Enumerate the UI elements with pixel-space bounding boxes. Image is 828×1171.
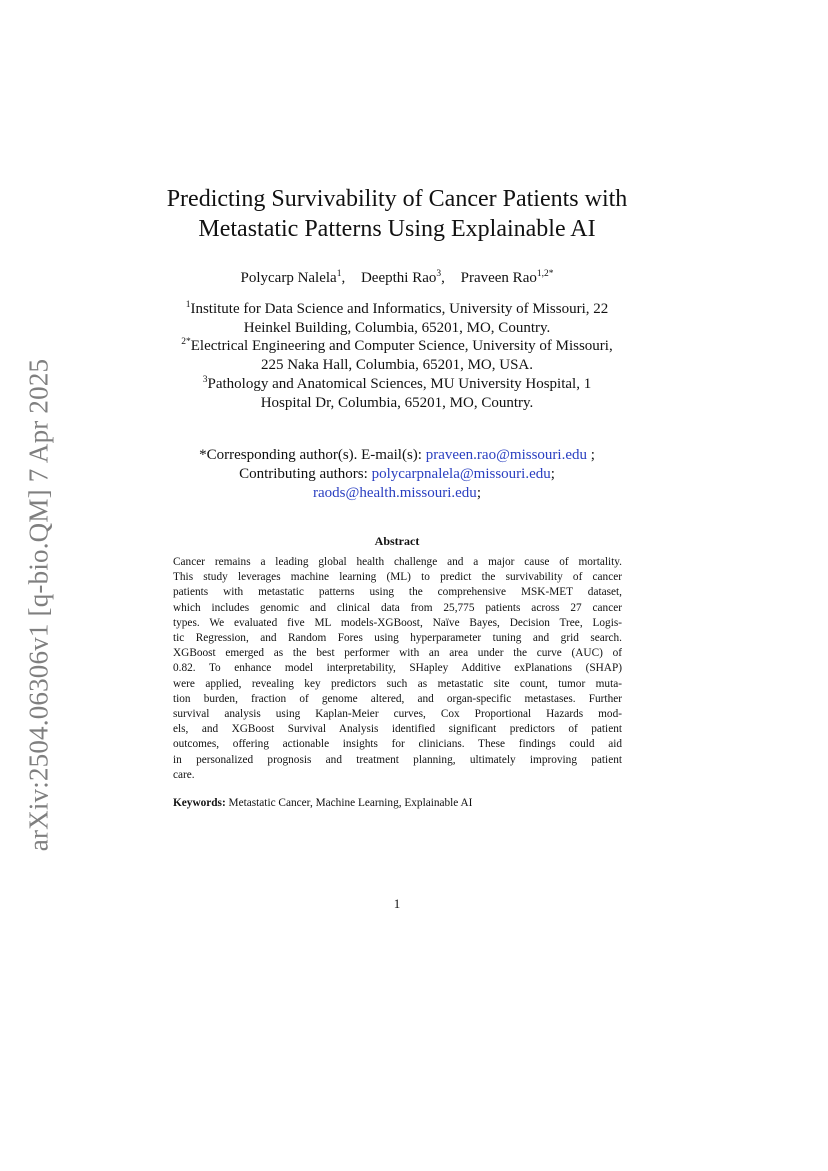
affiliation-line [0,375,794,394]
abstract-line: survival analysis using Kaplan-Meier curves, Cox Proportional Hazards mod- [173,708,622,721]
author-name: Praveen Rao [460,270,537,286]
affiliation-line: Heinkel Building, Columbia, 65201, MO, Country. [243,319,551,336]
keywords-label: Keywords: [173,797,226,809]
author-affiliation-mark: 3 [436,269,442,279]
title-line-2: Metastatic Patterns Using Explainable AI [198,216,596,242]
abstract-line: were applied, revealing key predictors such as metastatic site count, tumor muta- [173,677,622,690]
contributing-authors-line-2 [0,484,794,503]
abstract-line: This study leverages machine learning (ML) to predict the survivability of cancer [173,571,622,584]
contributing-prefix: Contributing authors: [239,466,372,482]
affiliation-text: Pathology and Anatomical Sciences, MU University Hospital, 1 [207,375,592,392]
email-link-contrib-2[interactable]: raods@health.missouri.edu [313,485,477,501]
affiliation-text: Institute for Data Science and Informatics, University of Missouri, 22 [190,301,609,317]
abstract-line: patients with metastatic patterns using the comprehensive MSK-MET dataset, [173,586,622,599]
author-separator: , [441,270,445,286]
abstract-line: XGBoost emerged as the best performer with an area under the curve (AUC) of [173,647,622,660]
affiliation-line [0,300,794,319]
abstract-line: in personalized prognosis and treatment planning, ultimately improving patient [173,753,622,766]
abstract-heading: Abstract [374,534,420,548]
paper-title [0,184,794,244]
correspondence [0,446,794,503]
author-name: Deepthi Rao [360,270,437,286]
abstract-line: tic Regression, and Random Fores using hyperparameter tuning and grid search. [173,632,622,645]
abstract-line: types. We evaluated five ML models-XGBoost, Naïve Bayes, Decision Tree, Logis- [173,616,622,629]
affiliations [0,300,794,412]
affiliation-mark: 2* [181,337,191,348]
arxiv-identifier: arXiv:2504.06306v1 [q-bio.QM] 7 Apr 2025 [23,358,54,852]
abstract-body [173,555,622,783]
affiliation-line: Hospital Dr, Columbia, 65201, MO, Country. [260,394,534,411]
abstract-line: 0.82. To enhance model interpretability, SHapley Additive exPlanations (SHAP) [173,662,622,675]
author-affiliation-mark: 1 [336,269,342,279]
abstract-line: care. [173,768,195,781]
abstract-line: which includes genomic and clinical data from 25,775 patients across 27 cancer [173,601,622,614]
author-list [0,270,794,287]
email-link-main[interactable]: praveen.rao@missouri.edu [425,447,587,463]
author-affiliation-mark: 1,2* [536,269,554,279]
page-number: 1 [393,896,401,911]
affiliation-mark: 1 [185,300,191,310]
title-line-1: Predicting Survivability of Cancer Patients with [166,186,628,212]
contributing-suffix-1: ; [550,466,555,482]
keywords [173,796,472,811]
corresponding-suffix: ; [586,447,595,463]
abstract-line: tion burden, fraction of genome altered, and organ-specific metastases. Further [173,692,622,705]
corresponding-prefix: *Corresponding author(s). E-mail(s): [199,447,426,463]
keywords-text: Metastatic Cancer, Machine Learning, Explainable AI [225,797,473,809]
abstract-line: Cancer remains a leading global health challenge and a major cause of mortality. [173,556,622,568]
contributing-suffix-2: ; [476,485,481,501]
affiliation-mark: 3 [202,374,208,385]
corresponding-author-line [0,446,794,465]
author-name: Polycarp Nalela [240,270,337,286]
email-link-contrib-1[interactable]: polycarpnalela@missouri.edu [371,466,551,482]
author-separator: , [341,270,346,286]
affiliation-text: Electrical Engineering and Computer Science, University of Missouri, [190,338,613,355]
affiliation-line [0,337,794,356]
affiliation-line: 225 Naka Hall, Columbia, 65201, MO, USA. [260,357,534,374]
abstract-line: outcomes, offering actionable insights for clinicians. These findings could aid [173,738,622,751]
abstract-line: els, and XGBoost Survival Analysis identified significant predictors of patient [173,723,622,736]
contributing-authors-line [0,465,794,484]
